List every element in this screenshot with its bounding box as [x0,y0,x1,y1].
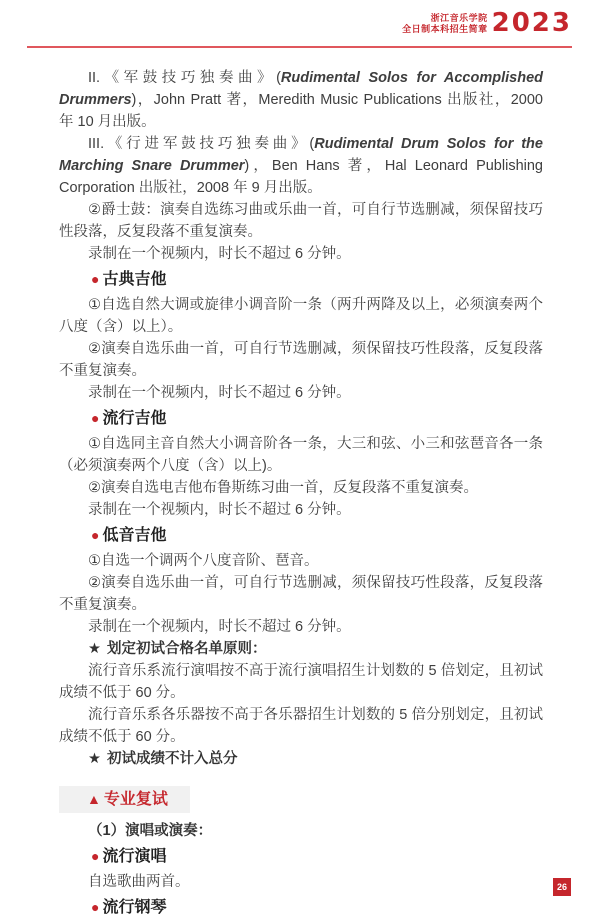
heading-label: 划定初试合格名单原则： [107,641,267,657]
bullet-heading [59,895,543,920]
bullet-heading [59,406,543,431]
document-body [59,67,543,922]
paragraph-text: ②演奏自选电吉他布鲁斯练习曲一首，反复段落不重复演奏。 [88,480,478,496]
book-title-text: Rudimental Drum Solos for the Marching Snare Drummer [59,136,543,174]
paragraph-text: 自选歌曲两首。 [88,874,190,890]
paragraph-text: ②演奏自选乐曲一首，可自行节选删减，须保留技巧性段落，反复段落不重复演奏。 [59,575,543,613]
star-icon: ★ [88,641,101,657]
paragraph [59,550,543,572]
heading-label: 低音吉他 [102,527,167,544]
paragraph-text: III.《行进军鼓技巧独奏曲》( [88,136,315,152]
star-heading [59,638,543,660]
header-year: 2023 [491,8,572,38]
header-institution: 浙江音乐学院 [430,13,488,23]
bullet-icon: ● [91,271,100,287]
paragraph-text: ②演奏自选乐曲一首，可自行节选删减，须保留技巧性段落，反复段落不重复演奏。 [59,341,543,379]
paragraph-text: ②爵士鼓：演奏自选练习曲或乐曲一首，可自行节选删减，须保留技巧性段落，反复段落不重复演奏。 [59,202,543,240]
paragraph [59,338,543,382]
heading-label: 专业复试 [103,791,168,808]
paragraph-text: 流行音乐系流行演唱按不高于流行演唱招生计划数的 5 倍划定，且初试成绩不低于 60 分。 [59,663,543,701]
paragraph-text: ①自选同主音自然大小调音阶各一条，大三和弦、小三和弦琶音各一条（必须演奏两个八度（含）以上)。 [59,436,543,474]
paragraph [59,382,543,404]
paragraph [59,199,543,243]
paragraph [59,133,543,199]
paragraph [59,294,543,338]
paragraph [59,243,543,265]
bullet-heading [59,267,543,292]
paragraph [59,572,543,616]
paragraph-text: )，Ben Hans 著，Hal Leonard Publishing Corporation 出版社，2008 年 9 月出版。 [59,158,543,196]
star-heading [59,748,543,770]
paragraph [59,67,543,133]
paragraph [59,433,543,477]
bullet-heading [59,844,543,869]
paragraph-text: ①自选自然大调或旋律小调音阶一条（两升两降及以上，必须演奏两个八度（含）以上）。 [59,297,543,335]
paragraph-text: 录制在一个视频内，时长不超过 6 分钟。 [88,246,351,262]
header-subtitle: 全日制本科招生简章 [402,24,488,34]
paragraph-text: （1）演唱或演奏： [88,823,213,839]
section-heading [59,786,190,813]
paragraph [59,499,543,521]
bullet-icon: ● [91,527,100,543]
bullet-icon: ● [91,410,100,426]
bullet-icon: ● [91,899,100,915]
triangle-icon: ▲ [87,791,101,807]
header-text [402,13,488,35]
star-icon: ★ [88,751,101,767]
paragraph [59,477,543,499]
bullet-icon: ● [91,848,100,864]
paragraph-text: 录制在一个视频内，时长不超过 6 分钟。 [88,502,351,518]
paragraph-text: 录制在一个视频内，时长不超过 6 分钟。 [88,385,351,401]
heading-label: 流行吉他 [102,410,167,427]
paragraph [59,820,543,842]
page-number-badge: 26 [553,878,571,896]
heading-label: 流行演唱 [102,848,167,865]
paragraph-text: )，John Pratt 著，Meredith Music Publications 出版社，2000 年 10 月出版。 [59,92,543,130]
paragraph [59,704,543,748]
paragraph [59,660,543,704]
paragraph-text: II.《军鼓技巧独奏曲》( [88,70,281,86]
section-heading-row [59,786,543,813]
header-rule [27,46,572,48]
bullet-heading [59,523,543,548]
heading-label: 初试成绩不计入总分 [107,751,238,767]
paragraph-text: 录制在一个视频内，时长不超过 6 分钟。 [88,619,351,635]
paragraph-text: 流行音乐系各乐器按不高于各乐器招生计划数的 5 倍分别划定，且初试成绩不低于 60 分。 [59,707,543,745]
book-title-text: Rudimental Solos for Accomplished Drummers [59,70,543,108]
page-header [402,8,572,38]
heading-label: 古典吉他 [102,271,167,288]
paragraph [59,871,543,893]
heading-label: 流行钢琴 [102,899,167,916]
paragraph [59,616,543,638]
paragraph-text: ①自选一个调两个八度音阶、琶音。 [88,553,319,569]
